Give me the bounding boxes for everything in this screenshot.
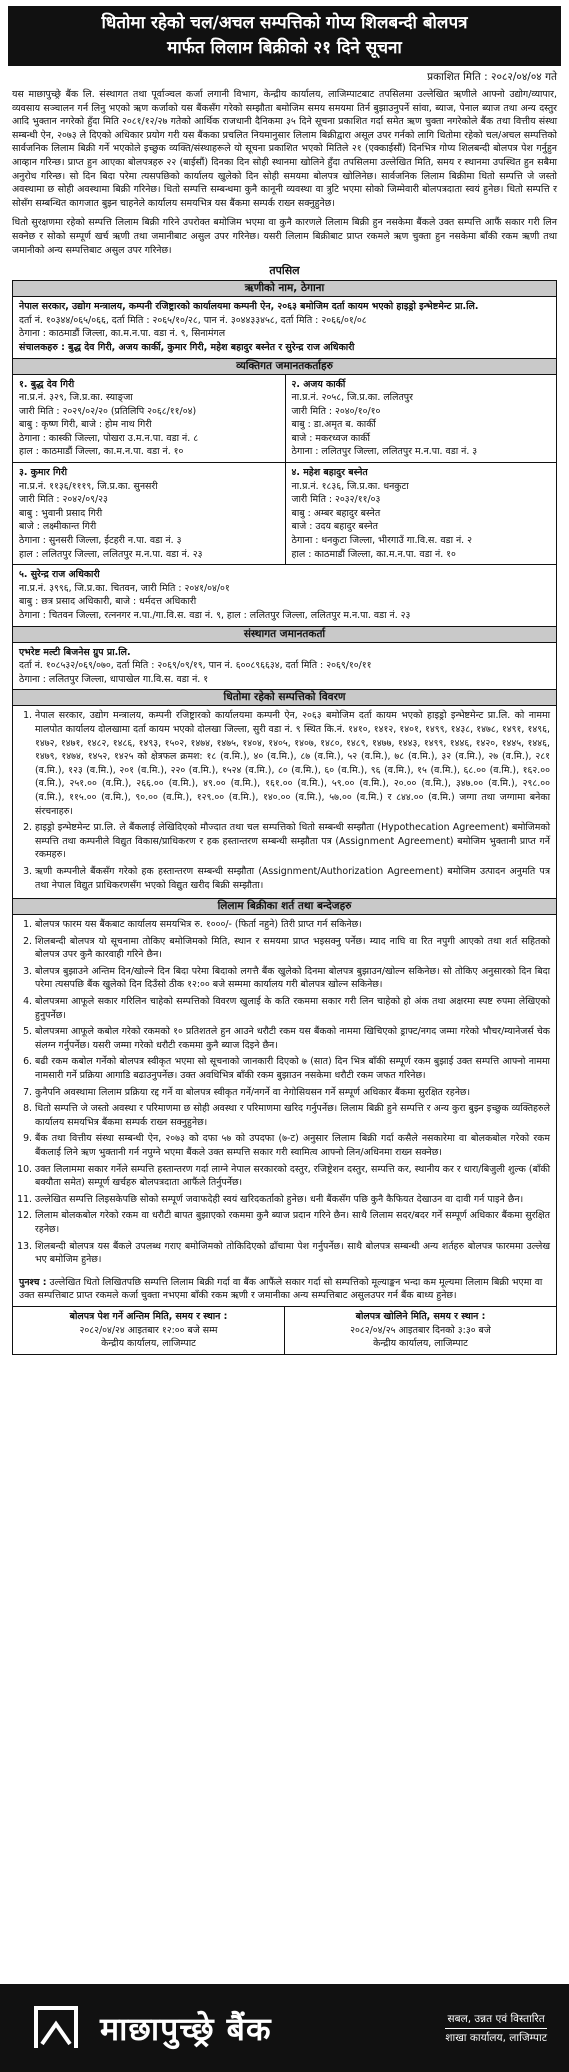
borrower-name: नेपाल सरकार, उद्योग मन्त्रालय, कम्पनी रजिष्ट्रारको कार्यालयमा कम्पनी ऐन, २०६३ बमोजिम दर्ता कायम भएको हाइड्रो इन्भेष्टमेन्ट प्रा.लि. xyxy=(19,301,479,313)
guarantor-line: जारी मिति : २०४२/०९/२३ xyxy=(19,494,108,506)
corporate-guarantor-heading: संस्थागत जमानतकर्ता xyxy=(13,626,556,643)
guarantor-line: ठेगाना : ललितपुर जिल्ला, ललितपुर म.न.पा. वडा नं. ३ xyxy=(291,446,478,458)
guarantor-line: बाबु : अम्बर बहादुर बस्नेत xyxy=(291,507,381,519)
notice-page xyxy=(0,6,569,2072)
tapsil-heading: तपसिल xyxy=(269,264,300,278)
guarantor-line: जारी मिति : २०३२/११/०३ xyxy=(291,494,381,506)
guarantor-card xyxy=(285,463,557,564)
submission-deadline-title: बोलपत्र पेश गर्ने अन्तिम मिति, समय र स्थान : xyxy=(69,1310,228,1322)
published-date: प्रकाशित मिति : २०८२/०४/०४ गते xyxy=(427,71,557,83)
intro-paragraph: यस माछापुच्छ्रे बैंक लि. संस्थागत तथा पूर्वाञ्चल कर्जा लगानी विभाग, केन्द्रीय कार्यालय, लाजिम्पाटबाट तपसिलमा उल्लेखित ऋणीले आफ्नो उद्योग/व्यापार, व्यवसाय सञ्चालन गर्न लिनु भएको ऋण कर्जाको यस बैंकसँग गरेको सम्झौता बमोजिम समय समयमा तिर्न बुझाउनुपर्ने सांवा, ब्याज, पेनाल ब्याज तथा अन्य दस्तुर आदि भुक्तान नगरेको हुँदा मिति २०८१/१२/२७ गतेको आर्थिक राजधानी दैनिकमा ३५ दिने सूचना प्रकाशित गर्दा समेत ऋण चुक्ता नगरेकोले बैंक तथा वित्तीय संस्था सम्बन्धी ऐन, २०७३ ले दिएको अधिकार प्रयोग गरी यस बैंकका प्रचलित नियमानुसार लिलाम बिक्रीद्वारा असूल उपर गर्नको लागि धितोमा रहेको चल/अचल सम्पत्तिको सार्वजनिक लिलाम बिक्री गर्ने भएकोले इच्छुक व्यक्ति/संस्थाहरूले यो सूचना प्रकाशित भएको मितिले २१ (एक्काईसौं) दिनभित्र गोप्य शिलबन्दी बोलपत्र पेश गर्नुहुन आव्हान गरिन्छ। प्राप्त हुन आएका बोलपत्रहरु २२ (बाईसौं) दिनका दिन सोही स्थानमा खोलिने हुँदा तपसिलमा उल्लेखित मिति, समय र स्थानमा उपस्थित हुन सबैमा अनुरोध गरिन्छ। सो दिन बिदा परेमा त्यसपछिको कार्यालय खुलेको दिन सोही समयमा बोलपत्र खोलिनेछ। सार्वजनिक लिलाम बिक्रीमा धितो सम्पत्ति जे जस्तो अवस्थामा छ सोही अवस्थामा बिक्री गरिनेछ। धितो सम्पत्ति सम्बन्धमा कुनै कानूनी व्यवस्था वा त्रुटि भएमा सोको जिम्मेवारी बोलपत्रदाता स्वयं हुनेछ। धितो सम्पत्ति र सोसँग सम्बन्धित कागजात बुझ्न चाहनेले कार्यालय समयभित्र यस बैंकमा सम्पर्क राख्न सक्नुहुनेछ। xyxy=(12,89,557,209)
opening-schedule xyxy=(284,1307,556,1354)
guarantor-line: बाबु : डा.अमृत ब. कार्की xyxy=(291,419,376,431)
condition-item: 7. कुनैपनि अवस्थामा लिलाम प्रक्रिया रद्द गर्ने वा बोलपत्र स्वीकृत गर्ने/नगर्ने वा नेगोसियसन गर्ने सम्पूर्ण अधिकार बैंकमा सुरक्षित रहनेछ। xyxy=(35,1086,550,1100)
guarantor-line: ना.प्र.नं. २०५८, जि.प्र.का. ललितपुर xyxy=(291,392,413,404)
guarantor-line: जारी मिति : २०४०/१०/१० xyxy=(291,405,381,417)
guarantor-name: ४. महेश बहादुर बस्नेत xyxy=(291,467,368,479)
borrower-heading: ऋणीको नाम, ठेगाना xyxy=(13,281,556,297)
guarantor-row xyxy=(13,375,556,464)
borrower-address: ठेगाना : काठमाडौं जिल्ला, का.म.न.पा. वडा नं. ९, सिनामंगल xyxy=(19,328,226,340)
guarantor-line: ना.प्र.नं. ३९९६, जि.प्र.का. चितवन, जारी मिति : २०४१/०४/०१ xyxy=(19,582,230,594)
property-item: 2. हाइड्रो इन्भेष्टमेन्ट प्रा.लि. ले बैंकलाई लेखिदिएको मौज्दात तथा चल सम्पत्तिको धितो सम्बन्धी सम्झौता (Hypothecation Agreement) बमोजिमको सम्पत्ति तथा कम्पनीले विद्युत विकास/प्राधिकरण र हक हस्तान्तरण सम्बन्धी सम्झौता पत्र (Assignment Agreement) बमोजिम भुक्तानी प्राप्त गर्ने रकमहरु। xyxy=(35,821,550,862)
condition-item: 12. लिलाम बोलकबोल गरेको रकम वा धरौटी बापत बुझाएको रकममा कुनै ब्याज प्रदान गरिने छैन। साथै लिलाम सदर/बदर गर्ने सम्पूर्ण अधिकार बैंकमा सुरक्षित रहनेछ। xyxy=(35,1209,550,1236)
branch-office: शाखा कार्यालय, लाजिम्पाट xyxy=(445,2031,547,2044)
guarantor-line: ना.प्र.नं. ३२९, जि.प्र.का. स्याङ्जा xyxy=(19,392,133,404)
tagline-divider xyxy=(445,2028,547,2029)
condition-item: 5. बोलपत्रमा आफूले कबोल गरेको रकमको १० प्रतिशतले हुन आउने धरौटी रकम यस बैंकको नाममा खिचिएको ड्राफ्ट/नगद जम्मा गरेको भौचर/म्यानेजर्स चेक संलग्न गर्नुपर्नेछ। यसरी जम्मा गरेको धरौटी रकममा कुनै ब्याज दिइने छैन। xyxy=(35,1025,550,1052)
guarantor-line: बाबु : भुवानी प्रसाद गिरी xyxy=(19,507,103,519)
guarantor-name: १. बुद्ध देव गिरी xyxy=(19,378,75,390)
guarantor-line: बाजे : मकरध्वज कार्की xyxy=(291,432,370,444)
mountain-logo-icon xyxy=(34,2006,78,2050)
guarantor-card xyxy=(13,463,285,564)
property-heading: धितोमा रहेको सम्पत्तिको विवरण xyxy=(13,689,556,706)
guarantor-line: ठेगाना : चितवन जिल्ला, रत्ननगर न.पा./गा.वि.स. वडा नं. ९, हाल : ललितपुर जिल्ला, ललितपुर म.न.पा. वडा नं. २३ xyxy=(19,610,411,621)
details-table xyxy=(12,280,557,1355)
guarantor-card xyxy=(285,375,557,463)
guarantor-line: बाजे : लक्ष्मीकान्त गिरी xyxy=(19,521,97,533)
postscript xyxy=(13,1273,556,1306)
submission-deadline-place: केन्द्रीय कार्यालय, लाजिम्पाट xyxy=(101,1338,196,1350)
submission-deadline-value: २०८२/०४/२४ आइतबार १२:०० बजे सम्म xyxy=(79,1324,218,1336)
bank-footer xyxy=(0,1984,569,2072)
guarantor-line: ठेगाना : कास्की जिल्ला, पोखरा उ.म.न.पा. वडा नं. ८ xyxy=(19,432,199,444)
condition-item: 8. धितो सम्पत्ति जे जस्तो अवस्था र परिमाणमा छ सोही अवस्था र परिमाणमा खरिद गर्नुपर्नेछ। लिलाम बिक्री हुने सम्पत्ति र अन्य कुरा बुझ्न इच्छुक व्यक्तिहरुले कार्यालय समयभित्र बैंकमा सम्पर्क राख्न सक्नुहुनेछ। xyxy=(35,1102,550,1129)
guarantor-card xyxy=(13,565,556,625)
condition-item: 4. बोलपत्रमा आफूले सकार गरिलिन चाहेको सम्पत्तिको विवरण खुलाई के कति रकममा सकार गरी लिन चाहेको हो अंक तथा अक्षरमा स्पष्ट रुपमा लेखिएको हुनुपर्नेछ। xyxy=(35,995,550,1022)
borrower-registration: दर्ता नं. १०३४४/०६५/०६६, दर्ता मिति : २०६५/१०/२८, पान नं. ३०४४३३४५८, दर्ता मिति : २०६६/०१/०८ xyxy=(19,314,367,326)
borrower-directors: संचालकहरु : बुद्ध देव गिरी, अजय कार्की, कुमार गिरी, महेश बहादुर बस्नेत र सुरेन्द्र राज अधिकारी xyxy=(19,341,355,353)
bank-name: माछापुच्छ्रे बैंक xyxy=(100,2009,272,2048)
postscript-text: उल्लेखित धितो लिखितपछि सम्पत्ति लिलाम बिक्री गर्दा वा बैंक आफैंले सकार गर्दा सो सम्पत्तिको मूल्याङ्कन भन्दा कम मूल्यमा लिलाम बिक्री भएमा वा उक्त सम्पत्तिबाट प्राप्त रकमले कर्जा चुक्ता नभएमा बाँकी रकम ऋणी र जमानीका अन्य सम्पत्तिबाट असुलउपर गर्न बैंक बाध्य हुनेछ। xyxy=(19,1276,543,1302)
guarantor-line: बाजे : उदय बहादुर बस्नेत xyxy=(291,521,378,533)
guarantor-card xyxy=(13,375,285,463)
condition-item: 13. शिलबन्दी बोलपत्र यस बैंकले उपलब्ध गराए बमोजिमको तोकिदिएको ढाँचामा पेश गर्नुपर्नेछ। साथै बोलपत्र सम्बन्धी अन्य शर्तहरु बोलपत्र फारममा उल्लेख भए बमोजिम हुनेछ। xyxy=(35,1240,550,1267)
corporate-guarantor-name: एभरेष्ट मल्टी बिजनेस ग्रुप प्रा.लि. xyxy=(19,646,131,658)
property-item: 1. नेपाल सरकार, उद्योग मन्त्रालय, कम्पनी रजिष्ट्रारको कार्यालयमा कम्पनी ऐन, २०६३ बमोजिम दर्ता कायम भएको हाइड्रो इन्भेष्टमेन्ट प्रा.लि. को नाममा मालपोत कार्यालय दोलखामा दर्ता कायम भएको दोलखा जिल्ला, सुरी वडा नं. ९ स्थित कि.नं. १४१०, १४१२, १४०१, १४९९, १४३८, १४७८, १४९१, १४९६, १४७२, १४७१, १४८२, १४८६, १४९३, १५०२, १४७४, १४७५, १४०४, १४०५, १४०७, १४८०, १४८९, १४७७, १४४३, १४९९, १४४६, १४२०, १४४५, १४४६, १४७९, १४७४, १४५२, १४२५ को क्षेत्रफल क्रमश: १८ (व.मि.), ४० (व.मि.), ८७ (व.मि.), ५२ (व.मि.), ७८ (व.मि.), ३२ (व.मि.), २७ (व.मि.), २८१ (व.मि.), १२३ (व.मि.), २०१ (व.मि.), २२० (व.मि.), १५२४ (व.मि.), ८० (व.मि.), ६० (व.मि.), ९६ (व.मि.), १५ (व.मि.), ६८.०० (व.मि.), १६२.०० (व.मि.), २५१.०० (व.मि.), २६६.०० (व.मि.), ४९.०० (व.मि.), १६१.०० (व.मि.), ५९.०० (व.मि.), २०.०० (व.मि.), ३४७.०० (व.मि.), २९८.०० (व.मि.), ११५.०० (व.मि.), ९०.०० (व.मि.), १२९.०० (व.मि.), १४०.०० (व.मि.), ५७.०० (व.मि.) र ८४४.०० (व.मि.) जग्गा तथा जग्गामा बनेका संरचनाहरु। xyxy=(35,709,550,818)
condition-item: 3. बोलपत्र बुझाउने अन्तिम दिन/खोल्ने दिन बिदा परेमा बिदाको लगत्तै बैंक खुलेको दिनमा बोलपत्र बुझाउन/खोल्न सकिनेछ। सो तोकिए अनुसारको दिन बिदा परेमा त्यसपछि बैंक खुलेको दिन दिउँसो ठीक १२:०० बजे सम्ममा कार्यालय गरी बोलपत्र खोल्न सकिनेछ। xyxy=(35,965,550,992)
submission-deadline xyxy=(13,1307,284,1354)
condition-item: 1. बोलपत्र फारम यस बैंकबाट कार्यालय समयभित्र रु. १०००/- (फिर्ता नहुने) तिरी प्राप्त गर्न सकिनेछ। xyxy=(35,918,550,932)
guarantor-line: बाबु : छत्र प्रसाद अधिकारी, बाजे : धर्मदत्त अधिकारी xyxy=(19,596,197,608)
property-list xyxy=(13,706,556,898)
guarantor-line: हाल : काठमाडौं जिल्ला, का.म.न.पा. वडा नं. १० xyxy=(19,446,184,458)
guarantor-line: हाल : काठमाडौं जिल्ला, का.म.न.पा. वडा नं. १० xyxy=(291,548,456,560)
postscript-label: पुनश्च : xyxy=(19,1276,47,1288)
opening-schedule-title: बोलपत्र खोलिने मिति, समय र स्थान : xyxy=(355,1310,486,1322)
guarantor-name: २. अजय कार्की xyxy=(291,378,346,390)
condition-item: 6. बढी रकम कबोल गर्नेको बोलपत्र स्वीकृत भएमा सो सूचनाको जानकारी दिएको ७ (सात) दिन भित्र बाँकी सम्पूर्ण रकम बुझाई उक्त सम्पत्ति आफ्नो नाममा नामसारी गर्ने प्रक्रिया आगाडि बढाउनुपर्नेछ। उक्त अवधिभित्र बाँकी रकम बुझाउन नसकेमा धरौटी रकम जफत गरिनेछ। xyxy=(35,1055,550,1082)
guarantor-name: ५. सुरेन्द्र राज अधिकारी xyxy=(19,569,100,581)
bank-tagline-block xyxy=(445,2011,547,2046)
opening-schedule-place: केन्द्रीय कार्यालय, लाजिम्पाट xyxy=(373,1338,468,1350)
guarantor-line: बाबु : कृष्ण गिरी, बाजे : होम नाथ गिरी xyxy=(19,419,152,431)
corporate-guarantor-registration: दर्ता नं. १०८५३२/०६९/०७०, दर्ता मिति : २०६९/०९/१९, पान नं. ६००८९६६३४, दर्ता मिति : २०६९/१०/११ xyxy=(19,660,372,672)
property-item: 3. ऋणी कम्पनीले बैंकसँग गरेको हक हस्तान्तरण सम्बन्धी सम्झौता (Assignment/Authorization Agreement) बमोजिम उत्पादन अनुमति पत्र तथा नेपाल विद्युत प्राधिकरणसँग भएको विद्युत खरीद बिक्री सम्झौता। xyxy=(35,865,550,892)
corporate-guarantor-details xyxy=(13,643,556,690)
notice-header xyxy=(8,6,561,66)
guarantor-line: जारी मिति : २०२९/०२/२० (प्रतिलिपि २०६८/११/०४) xyxy=(19,405,197,417)
guarantor-line: ठेगाना : सुनसरी जिल्ला, ईटहरी न.पा. वडा नं. ३ xyxy=(19,535,182,547)
guarantor-line: ठेगाना : धनकुटा जिल्ला, भीरगाउँ गा.वि.स. वडा नं. २ xyxy=(291,535,473,547)
guarantor-name: ३. कुमार गिरी xyxy=(19,467,68,479)
condition-item: 10. उक्त लिलाममा सकार गर्नेले सम्पत्ति हस्तान्तरण गर्दा लाग्ने नेपाल सरकारको दस्तुर, रजिष्ट्रेशन दस्तुर, सम्पत्ति कर, स्थानीय कर र धारा/बिजुली शुल्क (बाँकी बक्यौता समेत) सम्पूर्ण खर्चहरु बोलपत्रदाता आफैंले तिर्नुपर्नेछ। xyxy=(35,1163,550,1190)
guarantor-line: ना.प्र.नं. १८३६, जि.प्र.का. धनकुटा xyxy=(291,480,409,492)
bank-tagline: सबल, उन्नत एवं विस्तारित xyxy=(447,2012,545,2025)
second-paragraph: धितो सुरक्षणमा रहेको सम्पत्ति लिलाम बिक्री गरिने उपरोक्त बमोजिम भएमा वा कुनै कारणले लिलाम बिक्री हुन नसकेमा बैंकले उक्त सम्पत्ति आफैं सकार गरी लिन सक्नेछ र सोको सम्पूर्ण खर्च ऋणी तथा जमानीबाट असुल उपर गरिनेछ। यसरी लिलाम बिक्रीबाट प्राप्त रकमले ऋण चुक्ता हुन नसकेमा बाँकी रकम ऋणी तथा जमानीको अन्य सम्पत्तिबाट असुल उपर गरिनेछ। xyxy=(12,217,557,256)
guarantor-line: हाल : ललितपुर जिल्ला, ललितपुर म.न.पा. वडा नं. २३ xyxy=(19,548,203,560)
opening-schedule-value: २०८२/०४/२५ आइतबार दिनको ३:३० बजे xyxy=(350,1324,491,1336)
notice-title-line2: मार्फत लिलाम बिक्रीको २१ दिने सूचना xyxy=(167,38,402,58)
condition-item: 9. बैंक तथा वित्तीय संस्था सम्बन्धी ऐन, २०७३ को दफा ५७ को उपदफा (७-ट) अनुसार लिलाम बिक्री गर्दा कसैले नसकारेमा वा बोलकबोल गरेको रकम बैंकलाई लिने ऋण भुक्तानी गर्न नपुग्ने भएमा बैंकले उक्त सम्पत्ति सकार गरी स्वामित्व आफ्नो लिन/अधिनमा राख्न सक्नेछ। xyxy=(35,1132,550,1159)
condition-item: 2. शिलबन्दी बोलपत्र यो सूचनामा तोकिए बमोजिमको मिति, स्थान र समयमा प्राप्त भइसक्नु पर्नेछ। म्याद नाघि वा रित नपुगी आएको तथा शर्त सहितको बोलपत्र उपर कुनै कारवाही गरिने छैन। xyxy=(35,935,550,962)
guarantors-heading: व्यक्तिगत जमानतकर्ताहरु xyxy=(13,358,556,375)
condition-item: 11. उल्लेखित सम्पत्ति लिइसकेपछि सोको सम्पूर्ण जवाफदेही स्वयं खरिदकर्ताको हुनेछ। धनी बैंकसँग पछि कुनै कैफियत देखाउन वा दावी गर्न पाइने छैन। xyxy=(35,1193,550,1207)
conditions-heading: लिलाम बिक्रीका शर्त तथा बन्देजहरु xyxy=(13,898,556,915)
conditions-list xyxy=(13,915,556,1273)
guarantor-line: ना.प्र.नं. ११३६/१११९, जि.प्र.का. सुनसरी xyxy=(19,480,158,492)
borrower-details xyxy=(13,297,556,357)
notice-title-line1: धितोमा रहेको चल/अचल सम्पत्तिको गोप्य शिलबन्दी बोलपत्र xyxy=(101,13,468,33)
schedule-row xyxy=(13,1306,556,1354)
corporate-guarantor-address: ठेगाना : ललितपुर जिल्ला, धापाखेल गा.वि.स. वडा नं. १ xyxy=(19,673,209,685)
guarantor-row xyxy=(13,463,556,565)
